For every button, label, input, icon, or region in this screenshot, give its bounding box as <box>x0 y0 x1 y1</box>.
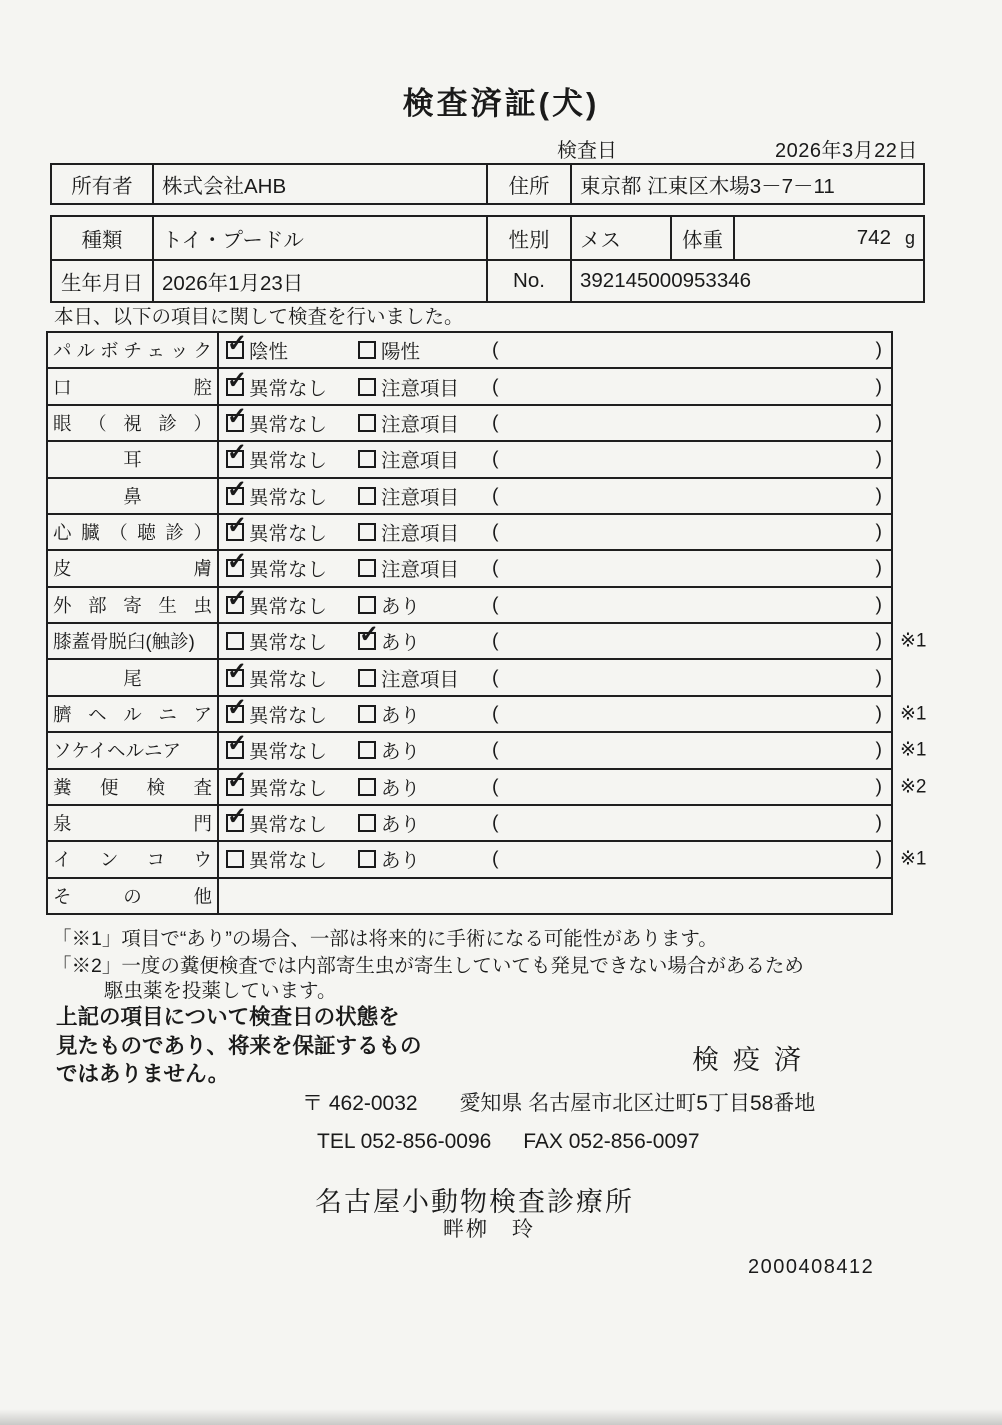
checklist-row <box>48 512 891 551</box>
postal-code: 〒 462-0032 <box>302 1092 418 1115</box>
option-2-label: あり <box>381 814 421 837</box>
option-1-checkbox <box>226 693 248 723</box>
item-label: その他 <box>53 885 212 907</box>
option-2-label: 注意項目 <box>381 486 460 509</box>
check-icon: ✓ <box>227 512 248 540</box>
option-1-label: 異常なし <box>249 632 328 655</box>
birthdate-value: 2026年1月23日 <box>152 261 486 301</box>
option-2-checkbox <box>358 778 376 796</box>
option-2-checkbox <box>358 414 376 432</box>
check-icon: ✓ <box>359 621 380 649</box>
remark-paren-open: ( <box>492 847 499 870</box>
page-title: 検査済証(犬) <box>402 86 600 121</box>
checklist-table <box>46 330 927 915</box>
option-1-checkbox <box>226 475 248 505</box>
owner-table <box>50 163 925 205</box>
option-2-label: 注意項目 <box>381 413 460 436</box>
checklist-row <box>48 475 891 515</box>
option-2-checkbox <box>358 341 376 359</box>
inspection-date-label: 検査日 <box>557 140 617 162</box>
inspection-date-value: 2026年3月22日 <box>775 140 918 162</box>
disclaimer-statement <box>56 1003 422 1089</box>
row-note-mark: ※1 <box>900 848 927 870</box>
option-2-label: 注意項目 <box>381 559 460 582</box>
checklist-row <box>48 584 891 624</box>
option-1-label: 異常なし <box>249 850 328 873</box>
remark-paren-close: ) <box>875 447 882 470</box>
item-label: 糞便検査 <box>53 776 212 798</box>
item-label: 臍ヘルニア <box>53 703 212 725</box>
number-label: No. <box>486 261 570 301</box>
option-2-label: 注意項目 <box>381 523 460 546</box>
weight-unit: g <box>904 227 915 248</box>
clinic-fax: FAX 052-856-0097 <box>523 1130 700 1153</box>
item-label: 心臓（聴診） <box>53 522 212 544</box>
option-2-label: 注意項目 <box>381 450 460 473</box>
check-icon: ✓ <box>227 803 248 831</box>
checklist-row <box>48 766 927 806</box>
disclaimer-line: 上記の項目について検査日の状態を <box>56 1005 400 1029</box>
clinic-contact-line <box>317 1130 700 1154</box>
option-1-checkbox <box>226 439 248 468</box>
checklist-row <box>48 693 927 733</box>
option-1-label: 異常なし <box>249 413 328 436</box>
owner-value: 株式会社AHB <box>152 165 486 203</box>
check-icon: ✓ <box>227 766 248 794</box>
checklist-row <box>48 803 891 842</box>
option-1-checkbox <box>226 366 248 396</box>
check-icon: ✓ <box>227 439 248 467</box>
option-2-checkbox <box>358 850 376 868</box>
quarantine-stamp: 検疫済 <box>692 1045 815 1075</box>
option-2-checkbox <box>358 450 376 468</box>
item-label: 膝蓋骨脱臼(触診) <box>53 631 195 653</box>
option-1-checkbox <box>226 803 248 832</box>
option-1-checkbox <box>226 632 244 650</box>
option-1-checkbox <box>226 548 248 577</box>
sex-value: メス <box>570 217 670 259</box>
row-note-mark: ※2 <box>900 776 927 798</box>
remark-paren-open: ( <box>492 811 499 834</box>
option-1-checkbox <box>226 512 248 541</box>
remark-paren-open: ( <box>492 338 499 361</box>
birthdate-label: 生年月日 <box>61 272 143 295</box>
item-label: インコウ <box>53 849 212 871</box>
option-2-label: あり <box>381 595 421 618</box>
check-icon: ✓ <box>227 475 248 503</box>
remark-paren-open: ( <box>492 775 499 798</box>
clinic-postal-line <box>302 1087 815 1117</box>
footnote-1: 「※1」項目で“あり”の場合、一部は将来的に手術になる可能性があります。 <box>52 928 718 950</box>
item-label: パルボチェック <box>53 340 212 362</box>
remark-paren-open: ( <box>492 593 499 616</box>
remark-paren-open: ( <box>492 702 499 725</box>
sex-label: 性別 <box>486 217 570 259</box>
option-1-label: 異常なし <box>249 595 328 618</box>
remark-paren-close: ) <box>875 411 882 434</box>
footnote-2-cont: 駆虫薬を投薬しています。 <box>104 980 337 1002</box>
option-1-checkbox <box>226 402 248 432</box>
remark-paren-close: ) <box>875 738 882 761</box>
option-2-checkbox <box>358 523 376 541</box>
remark-paren-open: ( <box>492 556 499 579</box>
option-1-label: 陰性 <box>249 341 289 364</box>
option-2-checkbox <box>358 559 376 577</box>
address-label: 住所 <box>486 165 570 203</box>
remark-paren-close: ) <box>875 484 882 507</box>
footnote-2: 「※2」一度の糞便検査では内部寄生虫が寄生していても発見できない場合があるため <box>52 955 804 977</box>
option-1-label: 異常なし <box>249 559 328 582</box>
weight-value-cell <box>733 217 923 259</box>
option-2-checkbox <box>358 814 376 832</box>
option-2-checkbox <box>358 378 376 396</box>
remark-paren-open: ( <box>492 375 499 398</box>
remark-paren-close: ) <box>875 811 882 834</box>
check-icon: ✓ <box>227 584 248 612</box>
remark-paren-close: ) <box>875 338 882 361</box>
remark-paren-open: ( <box>492 447 499 470</box>
option-1-label: 異常なし <box>249 450 328 473</box>
clinic-name: 名古屋小動物検査診療所 <box>315 1187 634 1217</box>
option-2-checkbox <box>358 705 376 723</box>
item-label: ソケイヘルニア <box>53 740 182 762</box>
remark-paren-open: ( <box>492 484 499 507</box>
option-1-checkbox <box>226 657 248 687</box>
check-icon: ✓ <box>227 730 248 758</box>
remark-paren-close: ) <box>875 775 882 798</box>
check-icon: ✓ <box>227 657 248 685</box>
row-note-mark: ※1 <box>900 630 927 652</box>
check-icon: ✓ <box>227 330 248 358</box>
option-2-label: あり <box>381 741 421 764</box>
item-label: 皮膚 <box>53 558 212 580</box>
option-1-checkbox <box>226 850 244 868</box>
check-icon: ✓ <box>227 548 248 576</box>
checklist-row <box>48 548 891 587</box>
option-1-checkbox <box>226 766 248 796</box>
option-2-label: あり <box>381 850 421 873</box>
checklist-row <box>48 879 891 913</box>
item-label: 尾 <box>123 667 142 689</box>
disclaimer-line: ではありません。 <box>56 1062 230 1086</box>
remark-paren-open: ( <box>492 738 499 761</box>
remark-paren-close: ) <box>875 593 882 616</box>
check-icon: ✓ <box>227 693 248 721</box>
option-2-checkbox <box>358 487 376 505</box>
item-label: 鼻 <box>123 485 142 507</box>
remark-paren-close: ) <box>875 520 882 543</box>
checklist-row <box>48 366 891 405</box>
veterinarian-name: 畔栁 玲 <box>443 1218 535 1241</box>
number-value: 392145000953346 <box>570 261 923 301</box>
row-note-mark: ※1 <box>900 703 927 725</box>
scan-edge-shadow <box>0 1409 1002 1425</box>
remark-paren-close: ) <box>875 375 882 398</box>
option-1-label: 異常なし <box>249 668 328 691</box>
checklist-row <box>48 657 891 696</box>
checklist-row <box>48 402 891 442</box>
check-icon: ✓ <box>227 402 248 430</box>
remark-paren-open: ( <box>492 629 499 652</box>
option-1-label: 異常なし <box>249 486 328 509</box>
option-2-label: あり <box>381 704 421 727</box>
remark-paren-close: ) <box>875 702 882 725</box>
item-label: 眼（視診） <box>53 412 212 434</box>
item-label: 外部寄生虫 <box>53 594 212 616</box>
option-1-checkbox <box>226 330 248 359</box>
option-2-checkbox <box>358 596 376 614</box>
remark-paren-open: ( <box>492 666 499 689</box>
breed-value: トイ・プードル <box>152 217 486 259</box>
option-2-label: あり <box>381 632 421 655</box>
option-1-label: 異常なし <box>249 741 328 764</box>
item-label: 耳 <box>123 449 142 471</box>
checklist-row <box>48 330 891 369</box>
serial-number: 2000408412 <box>748 1256 875 1278</box>
option-2-checkbox <box>358 741 376 759</box>
option-2-label: あり <box>381 777 421 800</box>
remark-paren-close: ) <box>875 666 882 689</box>
option-1-label: 異常なし <box>249 777 328 800</box>
check-icon: ✓ <box>227 366 248 394</box>
clinic-tel: TEL 052-856-0096 <box>317 1130 492 1153</box>
remark-paren-close: ) <box>875 629 882 652</box>
checklist-row <box>48 730 927 769</box>
option-1-checkbox <box>226 730 248 759</box>
option-2-checkbox <box>358 669 376 687</box>
option-1-label: 異常なし <box>249 377 328 400</box>
remark-paren-open: ( <box>492 411 499 434</box>
option-1-label: 異常なし <box>249 814 328 837</box>
info-table <box>50 215 925 303</box>
address-value: 東京都 江東区木場3－7－11 <box>570 165 923 203</box>
option-1-checkbox <box>226 584 248 614</box>
option-2-label: 注意項目 <box>381 668 460 691</box>
owner-label: 所有者 <box>71 175 133 198</box>
option-2-checkbox <box>358 621 380 650</box>
weight-label: 体重 <box>670 217 733 259</box>
remark-paren-close: ) <box>875 847 882 870</box>
option-2-label: 陽性 <box>381 341 421 364</box>
checklist-row <box>48 621 927 660</box>
checklist-row <box>48 842 927 878</box>
breed-label: 種類 <box>81 229 123 252</box>
intro-text: 本日、以下の項目に関して検査を行いました。 <box>54 306 464 328</box>
clinic-address: 愛知県 名古屋市北区辻町5丁目58番地 <box>459 1092 816 1115</box>
checklist-row <box>48 439 891 478</box>
row-note-mark: ※1 <box>900 739 927 761</box>
remark-paren-close: ) <box>875 556 882 579</box>
item-label: 口腔 <box>53 376 212 398</box>
weight-value: 742 <box>856 226 891 249</box>
option-1-label: 異常なし <box>249 704 328 727</box>
item-label: 泉門 <box>53 813 212 835</box>
option-2-label: 注意項目 <box>381 377 460 400</box>
option-1-label: 異常なし <box>249 523 328 546</box>
remark-paren-open: ( <box>492 520 499 543</box>
disclaimer-line: 見たものであり、将来を保証するもの <box>56 1033 422 1058</box>
